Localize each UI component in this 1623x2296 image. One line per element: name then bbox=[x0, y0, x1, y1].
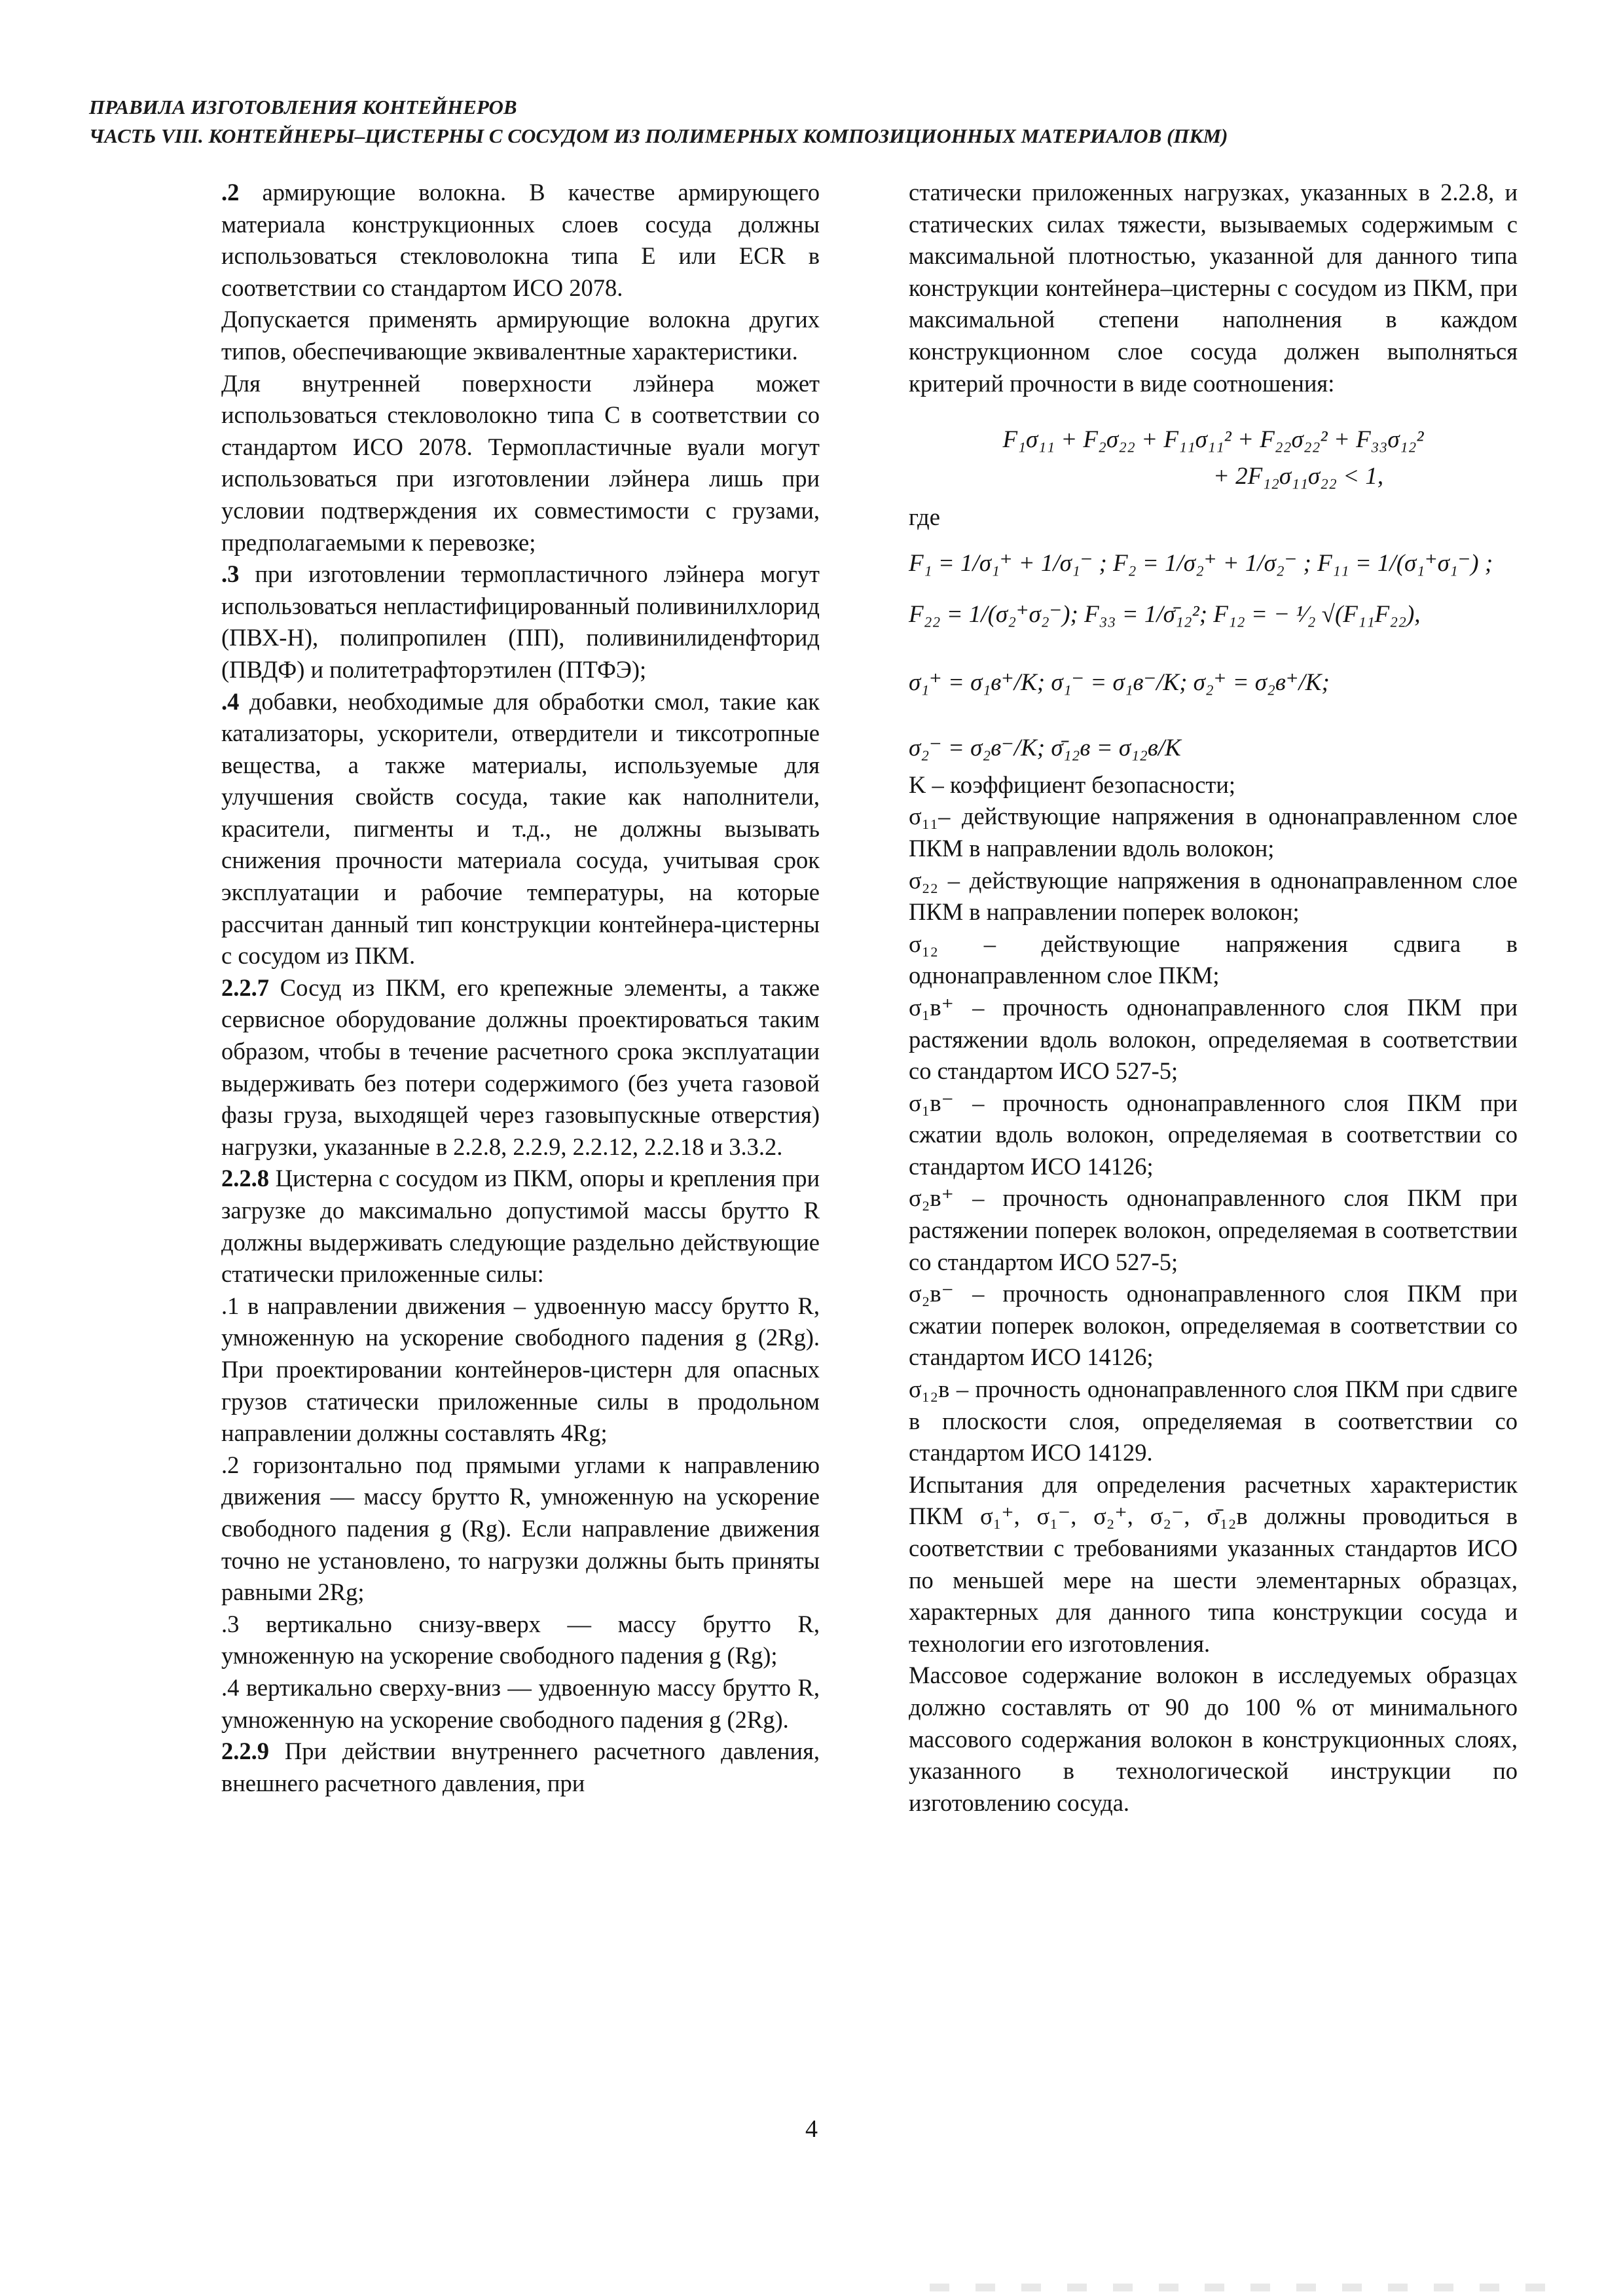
definition-sigma1b-minus: σ₁в⁻ – прочность однонаправленного слоя ПКМ при сжатии вдоль волокон, определяемая в соответствии со стандартом ИСО 14126; bbox=[909, 1089, 1518, 1180]
clause-number: 2.2.9 bbox=[221, 1738, 269, 1765]
coefficients-formula-1: F₁ = 1/σ₁⁺ + 1/σ₁⁻ ; F₂ = 1/σ₂⁺ + 1/σ₂⁻ ; F₁₁ = 1/(σ₁⁺σ₁⁻) ; bbox=[909, 549, 1493, 577]
definition-sigma2b-plus: σ₂в⁺ – прочность однонаправленного слоя ПКМ при растяжении поперек волокон, определяемая в соответствии со стандартом ИСО 527-5; bbox=[909, 1184, 1518, 1275]
item-text: вертикально сверху-вниз — удвоенную массу брутто R, умноженную на ускорение свободного падения g (2Rg). bbox=[221, 1673, 820, 1733]
formula-line-2: + 2F₁₂σ₁₁σ₂₂ < 1, bbox=[1213, 463, 1384, 490]
clause-2-2-7 bbox=[221, 972, 820, 1163]
clause-2-2-9 bbox=[221, 1736, 820, 1799]
page-number: 4 bbox=[805, 2115, 818, 2143]
clause-number: 2.2.8 bbox=[221, 1165, 269, 1192]
load-item-3 bbox=[221, 1609, 820, 1672]
item-4-additives bbox=[221, 686, 820, 972]
definition-sigma1b-plus: σ₁в⁺ – прочность однонаправленного слоя ПКМ при растяжении вдоль волокон, определяемая в соответствии со стандартом ИСО 527-5; bbox=[909, 993, 1518, 1085]
running-header bbox=[89, 93, 1556, 151]
load-item-2 bbox=[221, 1449, 820, 1609]
paragraph-liner-surface: Для внутренней поверхности лэйнера может использоваться стекловолокно типа C в соответствии со стандартом ИСО 2078. Термопластичные вуали могут использоваться при изготовлении лэйнера лишь при условии подтверждения их совместимости с грузами, предполагаемыми к перевозке; bbox=[221, 369, 820, 556]
definition-sigma22: σ₂₂ – действующие напряжения в однонаправленном слое ПКМ в направлении поперек волокон; bbox=[909, 866, 1518, 926]
definition-sigma11: σ₁₁– действующие напряжения в однонаправленном слое ПКМ в направлении вдоль волокон; bbox=[909, 803, 1518, 862]
item-2-fibers bbox=[221, 177, 820, 304]
item-number: .1 bbox=[221, 1292, 240, 1319]
item-number: .4 bbox=[221, 1673, 240, 1701]
paragraph-other-fibers: Допускается применять армирующие волокна других типов, обеспечивающие эквивалентные характеристики. bbox=[221, 306, 820, 365]
allowable-stress-formula-2: σ₂⁻ = σ₂в⁻/K; σ̄₁₂в = σ₁₂в/K bbox=[909, 734, 1181, 761]
where-label: где bbox=[909, 503, 940, 531]
item-text: армирующие волокна. В качестве армирующего материала конструкционных слоев сосуда должны использоваться стекловолокна типа E или ECR в соответствии со стандартом ИСО 2078. bbox=[221, 179, 820, 301]
clause-text: При действии внутреннего расчетного давления, внешнего расчетного давления, при bbox=[221, 1738, 820, 1796]
item-text: в направлении движения – удвоенную массу брутто R, умноженную на ускорение свободного падения g (2Rg). При проектировании контейнеров-цистерн для опасных грузов статически приложенные силы в продольном направлении должны составлять 4Rg; bbox=[221, 1292, 820, 1447]
clause-text: Сосуд из ПКМ, его крепежные элементы, а также сервисное оборудование должны проектироваться таким образом, чтобы в течение расчетного срока эксплуатации выдерживать без потери содержимого (без учета газовой фазы груза, выходящей через газовыпускные отверстия) нагрузки, указанные в 2.2.8, 2.2.9, 2.2.12, 2.2.18 и 3.3.2. bbox=[221, 974, 820, 1160]
item-number: .3 bbox=[221, 1610, 240, 1637]
header-line-2: ЧАСТЬ VIII. КОНТЕЙНЕРЫ–ЦИСТЕРНЫ С СОСУДОМ ИЗ ПОЛИМЕРНЫХ КОМПОЗИЦИОННЫХ МАТЕРИАЛОВ (ПКМ) bbox=[89, 124, 1228, 147]
coefficients-formula-2: F₂₂ = 1/(σ₂⁺σ₂⁻); F₃₃ = 1/σ̄₁₂²; F₁₂ = − ¹⁄₂ √(F₁₁F₂₂), bbox=[909, 600, 1421, 628]
item-text: горизонтально под прямыми углами к направлению движения — массу брутто R, умноженную на ускорение свободного падения g (Rg). Если направление движения точно не установлено, то нагрузки должны быть приняты равными 2Rg; bbox=[221, 1451, 820, 1606]
clause-2-2-8 bbox=[221, 1163, 820, 1290]
scan-artifact bbox=[930, 2284, 1558, 2291]
item-number: .3 bbox=[221, 560, 240, 588]
item-text: при изготовлении термопластичного лэйнера могут использоваться непластифицированный поливинилхлорид (ПВХ-Н), полипропилен (ПП), поливинилиденфторид (ПВДФ) и политетрафторэтилен (ПТФЭ); bbox=[221, 560, 820, 683]
definition-k: K – коэффициент безопасности; bbox=[909, 771, 1236, 798]
right-column bbox=[909, 177, 1518, 1819]
definition-sigma12b: σ₁₂в – прочность однонаправленного слоя ПКМ при сдвиге в плоскости слоя, определяемая в соответствии со стандартом ИСО 14129. bbox=[909, 1376, 1518, 1467]
clause-number: 2.2.7 bbox=[221, 974, 269, 1001]
criterion-intro: статически приложенных нагрузках, указанных в 2.2.8, и статических силах тяжести, вызываемых содержимым с максимальной плотностью, указанной для данного типа конструкции контейнера–цистерны с сосудом из ПКМ, при максимальной степени наполнения в каждом конструкционном слое сосуда должен выполняться критерий прочности в виде соотношения: bbox=[909, 179, 1518, 397]
definition-sigma12: σ₁₂ – действующие напряжения сдвига в однонаправленном слое ПКМ; bbox=[909, 930, 1518, 989]
item-number: .4 bbox=[221, 687, 240, 715]
paragraph-tests: Испытания для определения расчетных характеристик ПКМ σ₁⁺, σ₁⁻, σ₂⁺, σ₂⁻, σ̄₁₂в должны проводиться в соответствии с требованиями указанных стандартов ИСО по меньшей мере на шести элементарных образцах, характерных для данного типа конструкции сосуда и технологии его изготовления. bbox=[909, 1470, 1518, 1657]
header-line-1: ПРАВИЛА ИЗГОТОВЛЕНИЯ КОНТЕЙНЕРОВ bbox=[89, 96, 517, 118]
left-column bbox=[221, 177, 820, 1799]
definition-sigma2b-minus: σ₂в⁻ – прочность однонаправленного слоя ПКМ при сжатии поперек волокон, определяемая в соответствии со стандартом ИСО 14126; bbox=[909, 1280, 1518, 1371]
allowable-stress-formula-1: σ₁⁺ = σ₁в⁺/K; σ₁⁻ = σ₁в⁻/K; σ₂⁺ = σ₂в⁺/K; bbox=[909, 668, 1330, 696]
item-number: .2 bbox=[221, 1451, 240, 1478]
item-3-liner bbox=[221, 558, 820, 685]
load-item-1 bbox=[221, 1290, 820, 1449]
formula-line-1: F₁σ₁₁ + F₂σ₂₂ + F₁₁σ₁₁² + F₂₂σ₂₂² + F₃₃σ₁₂² bbox=[1002, 426, 1424, 454]
strength-criterion-formula bbox=[909, 422, 1518, 495]
item-number: .2 bbox=[221, 179, 240, 206]
item-text: добавки, необходимые для обработки смол, такие как катализаторы, ускорители, отвердители и тиксотропные вещества, а также материалы, используемые для улучшения свойств сосуда, такие как наполнители, красители, пигменты и т.д., не должны вызывать снижения прочности материала сосуда, учитывая срок эксплуатации и рабочие температуры, на которые рассчитан данный тип конструкции контейнера-цистерны с сосудом из ПКМ. bbox=[221, 687, 820, 970]
clause-text: Цистерна с сосудом из ПКМ, опоры и крепления при загрузке до максимально допустимой массы брутто R должны выдерживать следующие раздельно действующие статически приложенные силы: bbox=[221, 1165, 820, 1288]
item-text: вертикально снизу-вверх — массу брутто R, умноженную на ускорение свободного падения g (Rg); bbox=[221, 1610, 820, 1669]
load-item-4 bbox=[221, 1672, 820, 1736]
paragraph-fiber-mass: Массовое содержание волокон в исследуемых образцах должно составлять от 90 до 100 % от минимального массового содержания волокон в конструкционных слоях, указанного в технологической инструкции по изготовлению сосуда. bbox=[909, 1662, 1518, 1816]
